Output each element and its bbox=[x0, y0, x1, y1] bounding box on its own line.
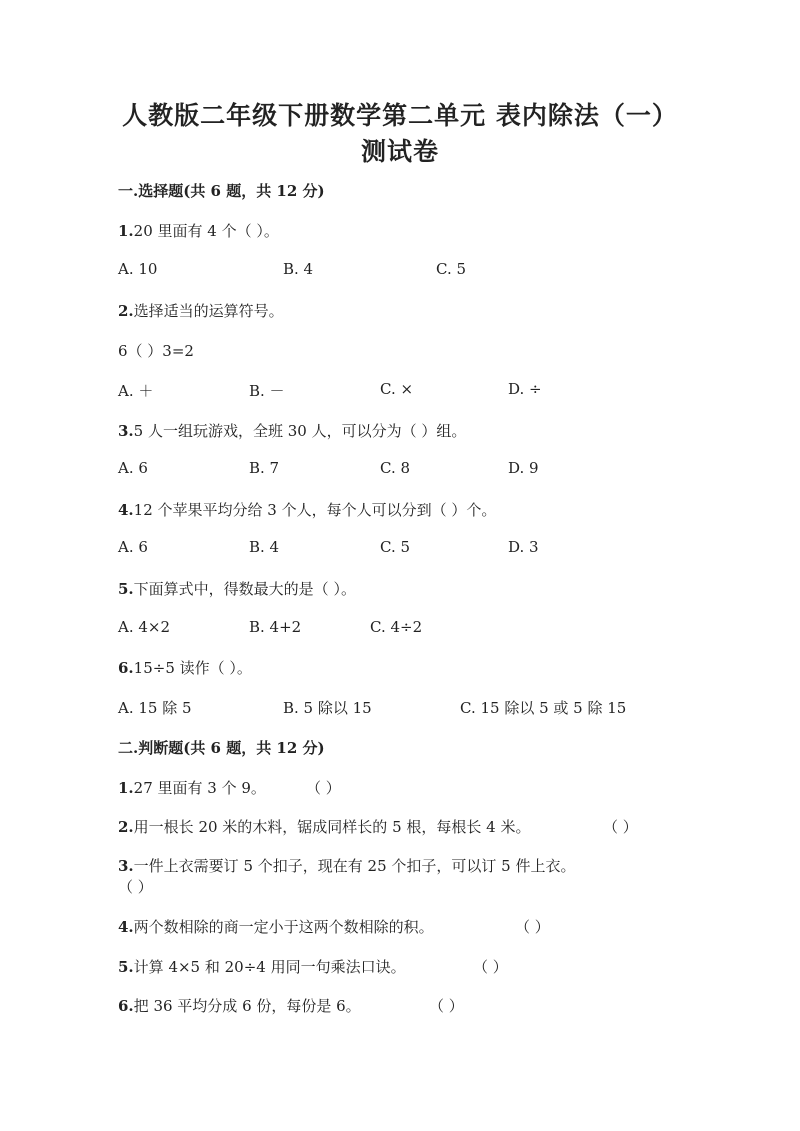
option-c[interactable]: C. 5 bbox=[436, 260, 467, 278]
option-c[interactable]: C. 5 bbox=[380, 538, 411, 556]
option-d[interactable]: D. 9 bbox=[508, 459, 539, 477]
option-c[interactable]: C. 4÷2 bbox=[370, 618, 423, 636]
option-b[interactable]: B. 4 bbox=[283, 260, 314, 278]
page-title: 人教版二年级下册数学第二单元 表内除法（一） bbox=[122, 101, 678, 130]
question-6 bbox=[118, 657, 252, 678]
question-number: 5. bbox=[118, 958, 134, 976]
question-text: 计算 4×5 和 20÷4 用同一句乘法口诀。 bbox=[133, 958, 406, 976]
option-b[interactable]: B. 4+2 bbox=[249, 618, 302, 636]
question-number: 3. bbox=[118, 857, 134, 875]
option-b[interactable]: B. － bbox=[249, 382, 285, 400]
judge-question-5 bbox=[118, 956, 406, 977]
question-number: 4. bbox=[118, 918, 134, 936]
option-b[interactable]: B. 5 除以 15 bbox=[283, 699, 372, 717]
question-text: 两个数相除的商一定小于这两个数相除的积。 bbox=[133, 918, 434, 936]
option-b[interactable]: B. 7 bbox=[249, 459, 280, 477]
answer-blank[interactable]: （ ） bbox=[515, 918, 550, 936]
option-d[interactable]: D. ÷ bbox=[508, 380, 542, 398]
option-d[interactable]: D. 3 bbox=[508, 538, 539, 556]
option-a[interactable]: A. 10 bbox=[118, 260, 158, 278]
question-text: 下面算式中，得数最大的是（ ）。 bbox=[133, 580, 356, 598]
question-number: 4. bbox=[118, 501, 134, 519]
page-subtitle: 测试卷 bbox=[360, 137, 439, 166]
question-number: 6. bbox=[118, 997, 134, 1015]
question-3 bbox=[118, 420, 466, 441]
section-heading-choice: 一.选择题(共 6 题，共 12 分) bbox=[118, 182, 325, 200]
question-number: 6. bbox=[118, 659, 134, 677]
question-text: 把 36 平均分成 6 份，每份是 6。 bbox=[133, 997, 361, 1015]
question-number: 3. bbox=[118, 422, 134, 440]
judge-question-2 bbox=[118, 816, 530, 837]
option-a[interactable]: A. ＋ bbox=[118, 382, 154, 400]
question-number: 2. bbox=[118, 302, 134, 320]
question-number: 1. bbox=[118, 779, 134, 797]
answer-blank[interactable]: （ ） bbox=[306, 779, 341, 797]
option-c[interactable]: C. 15 除以 5 或 5 除 15 bbox=[460, 699, 627, 717]
judge-question-1 bbox=[118, 777, 266, 798]
question-text: 20 里面有 4 个（ ）。 bbox=[133, 222, 279, 240]
question-number: 5. bbox=[118, 580, 134, 598]
question-4 bbox=[118, 499, 496, 520]
option-c[interactable]: C. 8 bbox=[380, 459, 411, 477]
question-text: 选择适当的运算符号。 bbox=[133, 302, 284, 320]
question-2-expression: 6（ ）3=2 bbox=[118, 342, 194, 360]
option-b[interactable]: B. 4 bbox=[249, 538, 280, 556]
answer-blank[interactable]: （ ） bbox=[429, 997, 464, 1015]
question-1 bbox=[118, 220, 279, 241]
option-a[interactable]: A. 6 bbox=[118, 538, 148, 556]
question-text: 一件上衣需要订 5 个扣子，现在有 25 个扣子，可以订 5 件上衣。 bbox=[133, 857, 576, 875]
question-text: 15÷5 读作（ ）。 bbox=[133, 659, 252, 677]
question-number: 2. bbox=[118, 818, 134, 836]
question-5 bbox=[118, 578, 356, 599]
option-c[interactable]: C. × bbox=[380, 380, 414, 398]
answer-blank[interactable]: （ ） bbox=[603, 818, 638, 836]
question-number: 1. bbox=[118, 222, 134, 240]
question-2 bbox=[118, 300, 284, 321]
answer-blank[interactable]: （ ） bbox=[473, 958, 508, 976]
question-text: 27 里面有 3 个 9。 bbox=[133, 779, 266, 797]
question-text: 用一根长 20 米的木料，锯成同样长的 5 根，每根长 4 米。 bbox=[133, 818, 531, 836]
question-text: 5 人一组玩游戏，全班 30 人，可以分为（ ）组。 bbox=[133, 422, 467, 440]
option-a[interactable]: A. 15 除 5 bbox=[118, 699, 192, 717]
judge-question-3 bbox=[118, 855, 575, 876]
section-heading-judgement: 二.判断题(共 6 题，共 12 分) bbox=[118, 739, 325, 757]
judge-question-4 bbox=[118, 916, 434, 937]
option-a[interactable]: A. 6 bbox=[118, 459, 148, 477]
question-text: 12 个苹果平均分给 3 个人，每个人可以分到（ ）个。 bbox=[133, 501, 497, 519]
answer-blank[interactable]: （ ） bbox=[118, 878, 153, 896]
judge-question-6 bbox=[118, 995, 361, 1016]
option-a[interactable]: A. 4×2 bbox=[118, 618, 171, 636]
